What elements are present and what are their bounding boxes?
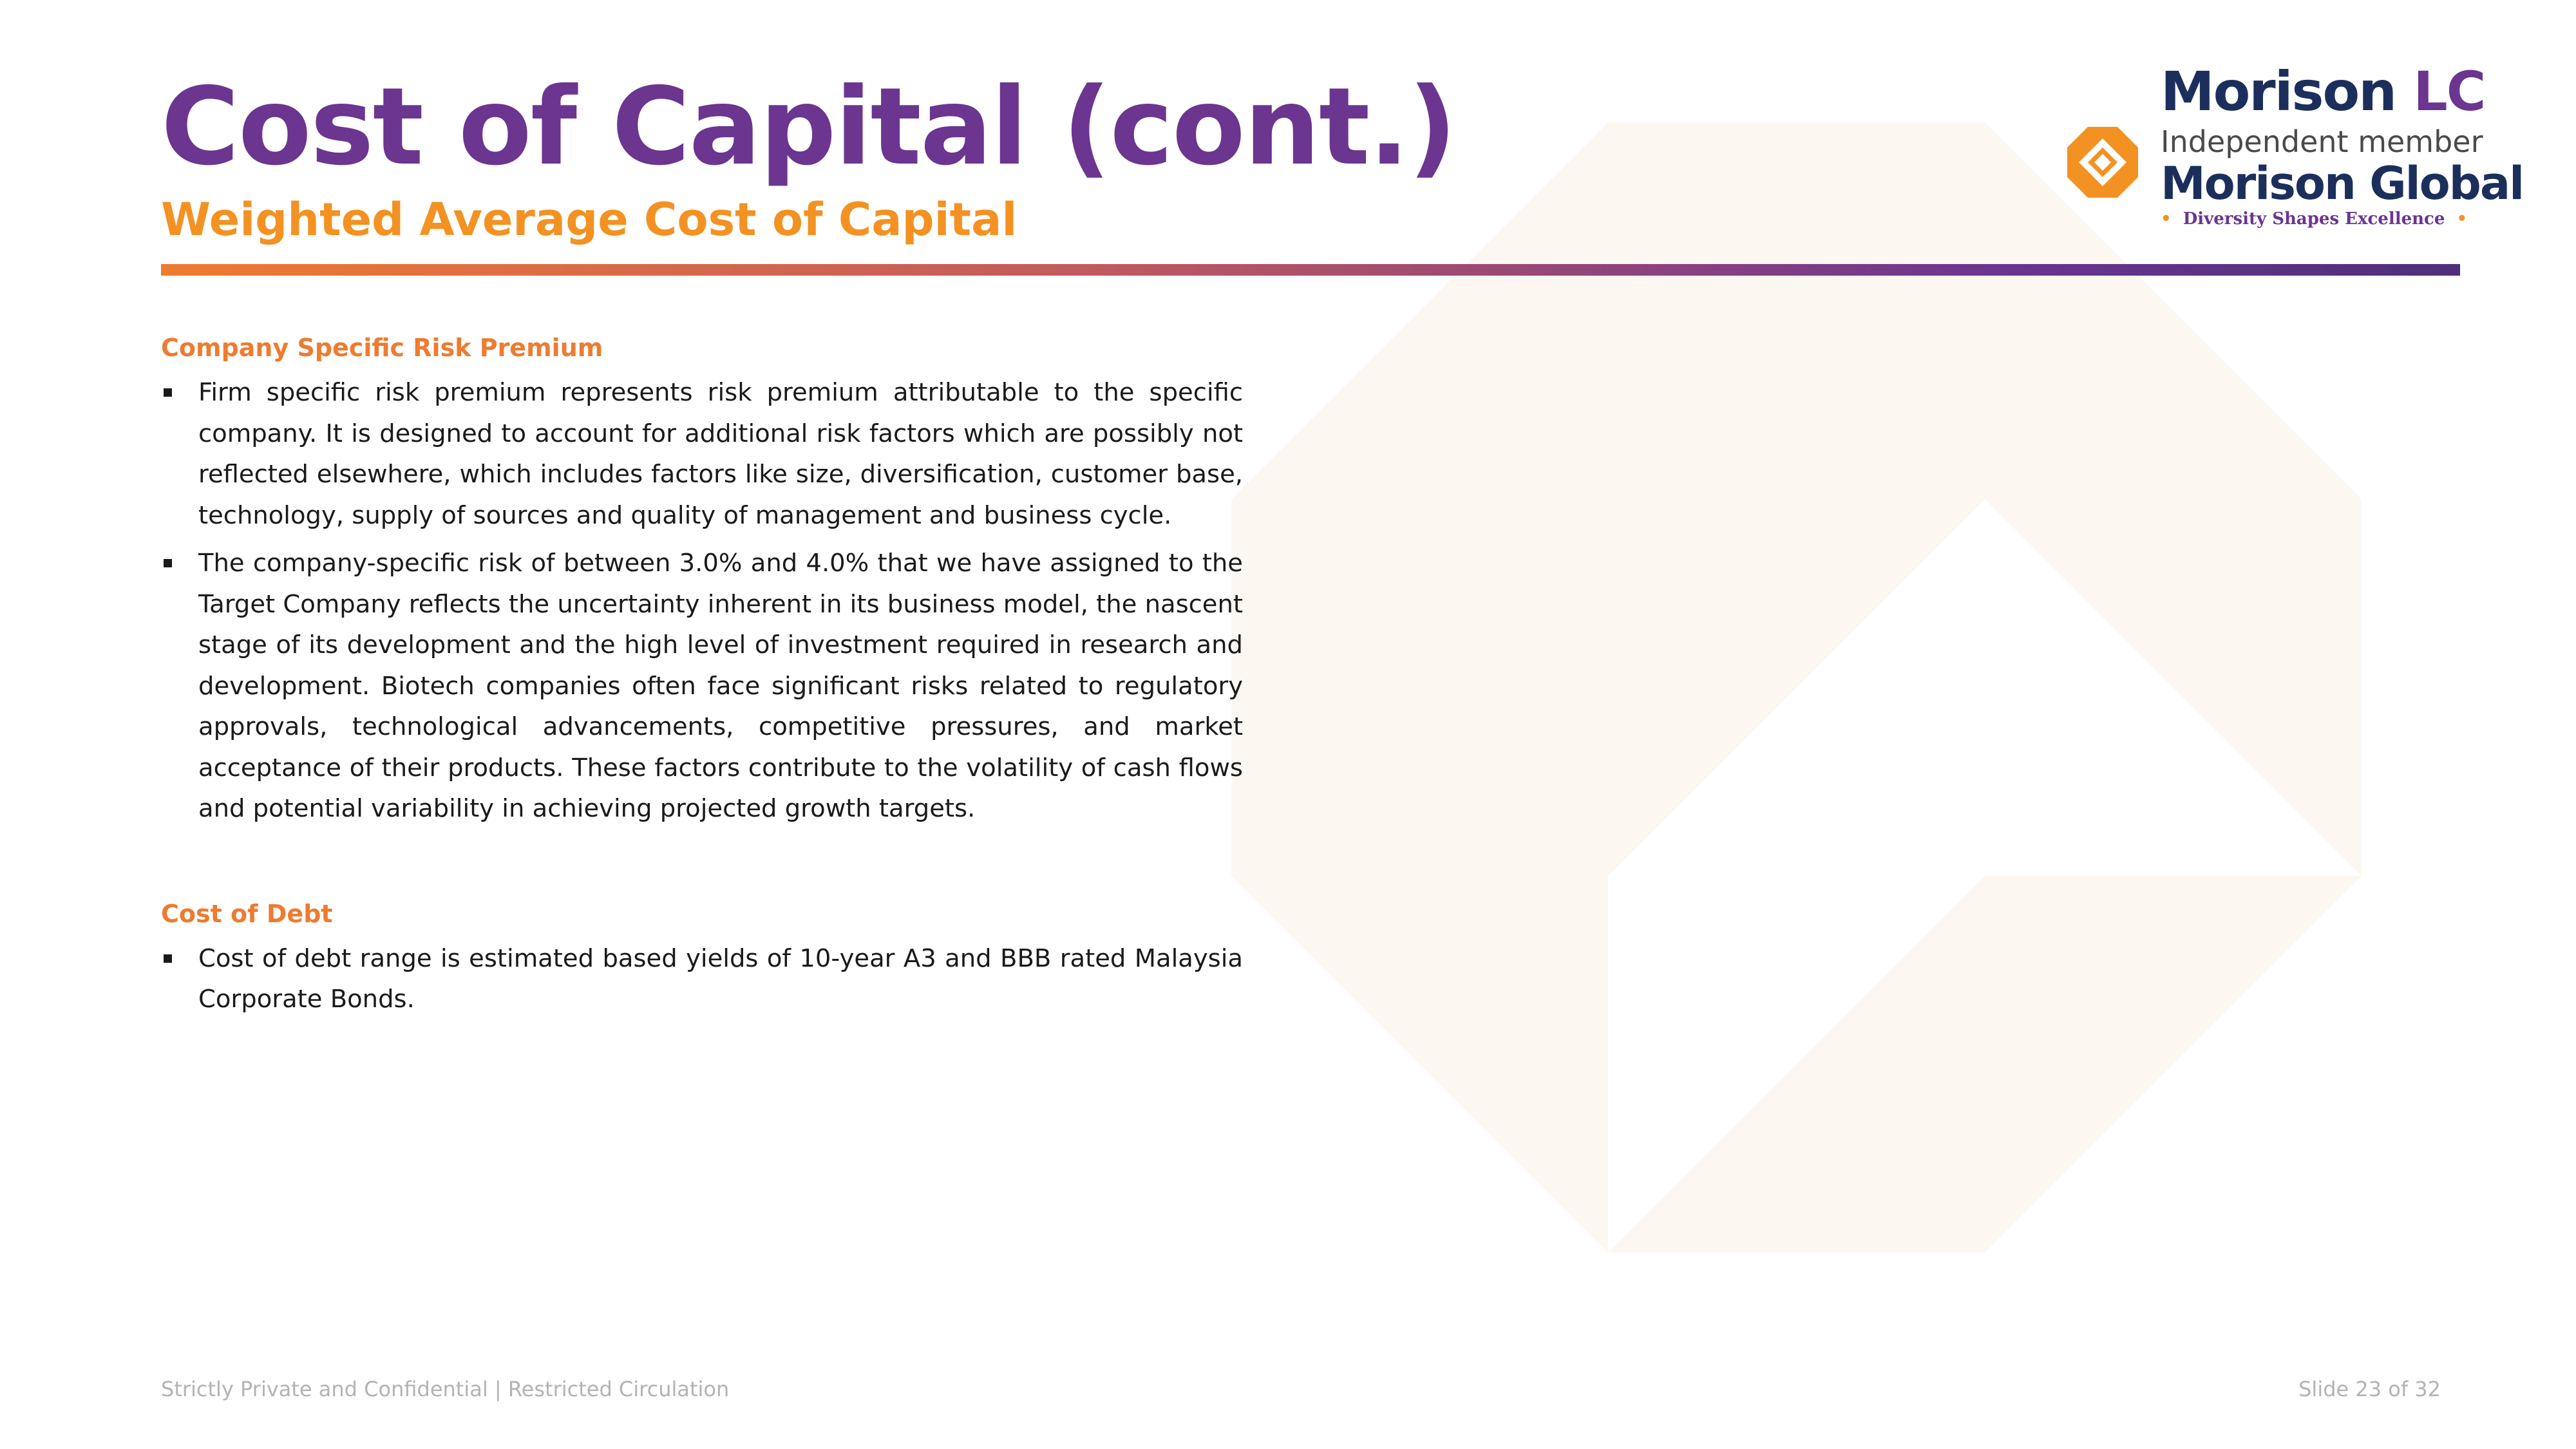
tagline-marker-right: • xyxy=(2456,209,2468,229)
main-content xyxy=(161,328,1243,1027)
title-divider xyxy=(161,264,2460,276)
section-heading-cost-of-debt: Cost of Debt xyxy=(161,899,333,928)
morison-logo xyxy=(2067,59,2524,233)
list-item xyxy=(161,543,1243,829)
logo-wordmark-main: Morison xyxy=(2161,60,2414,123)
logo-member-line: Independent member xyxy=(2161,124,2483,159)
risk-premium-bullets xyxy=(161,372,1243,829)
bullet-text: Firm specific risk premium represents risk premium attributable to the specific company. It is designed to account for additional risk factors which are possibly not reflected elsewhere, which includes factors like size, diversification, customer base, technology, supply of sources and quality of management and business cycle. xyxy=(198,378,1243,530)
morison-octagon-mark-icon xyxy=(2067,127,2138,198)
section-heading-risk-premium: Company Specific Risk Premium xyxy=(161,334,603,362)
cost-of-debt-bullets xyxy=(161,938,1243,1020)
logo-tagline xyxy=(2161,207,2468,231)
bullet-text: Cost of debt range is estimated based yields of 10-year A3 and BBB rated Malaysia Corporate Bonds. xyxy=(198,943,1243,1014)
list-item xyxy=(161,372,1243,536)
section-spacer xyxy=(161,837,1243,895)
footer-confidentiality: Strictly Private and Confidential | Restricted Circulation xyxy=(161,1377,730,1401)
page-title: Cost of Capital (cont.) xyxy=(161,65,1456,189)
tagline-marker-left: • xyxy=(2161,209,2172,229)
page-subtitle: Weighted Average Cost of Capital xyxy=(161,193,1018,246)
bullet-text: The company-specific risk of between 3.0% and 4.0% that we have assigned to the Target Company reflects the uncertainty inherent in its business model, the nascent stage of its development and the high level of investment required in research and development. Biotech companies often face significant risks related to regulatory approvals, technological advancements, competitive pressures, and market acceptance of their products. These factors contribute to the volatility of cash flows and potential variability in achieving projected growth targets. xyxy=(198,549,1243,823)
logo-wordmark-accent: LC xyxy=(2413,60,2485,123)
square-bullet-icon xyxy=(164,559,172,567)
square-bullet-icon xyxy=(164,388,172,397)
tagline-text: Diversity Shapes Excellence xyxy=(2183,209,2445,229)
list-item xyxy=(161,938,1243,1020)
square-bullet-icon xyxy=(164,954,172,963)
logo-wordmark xyxy=(2161,59,2485,124)
logo-network-name: Morison Global xyxy=(2161,157,2524,210)
footer-slide-number: Slide 23 of 32 xyxy=(2298,1377,2441,1401)
